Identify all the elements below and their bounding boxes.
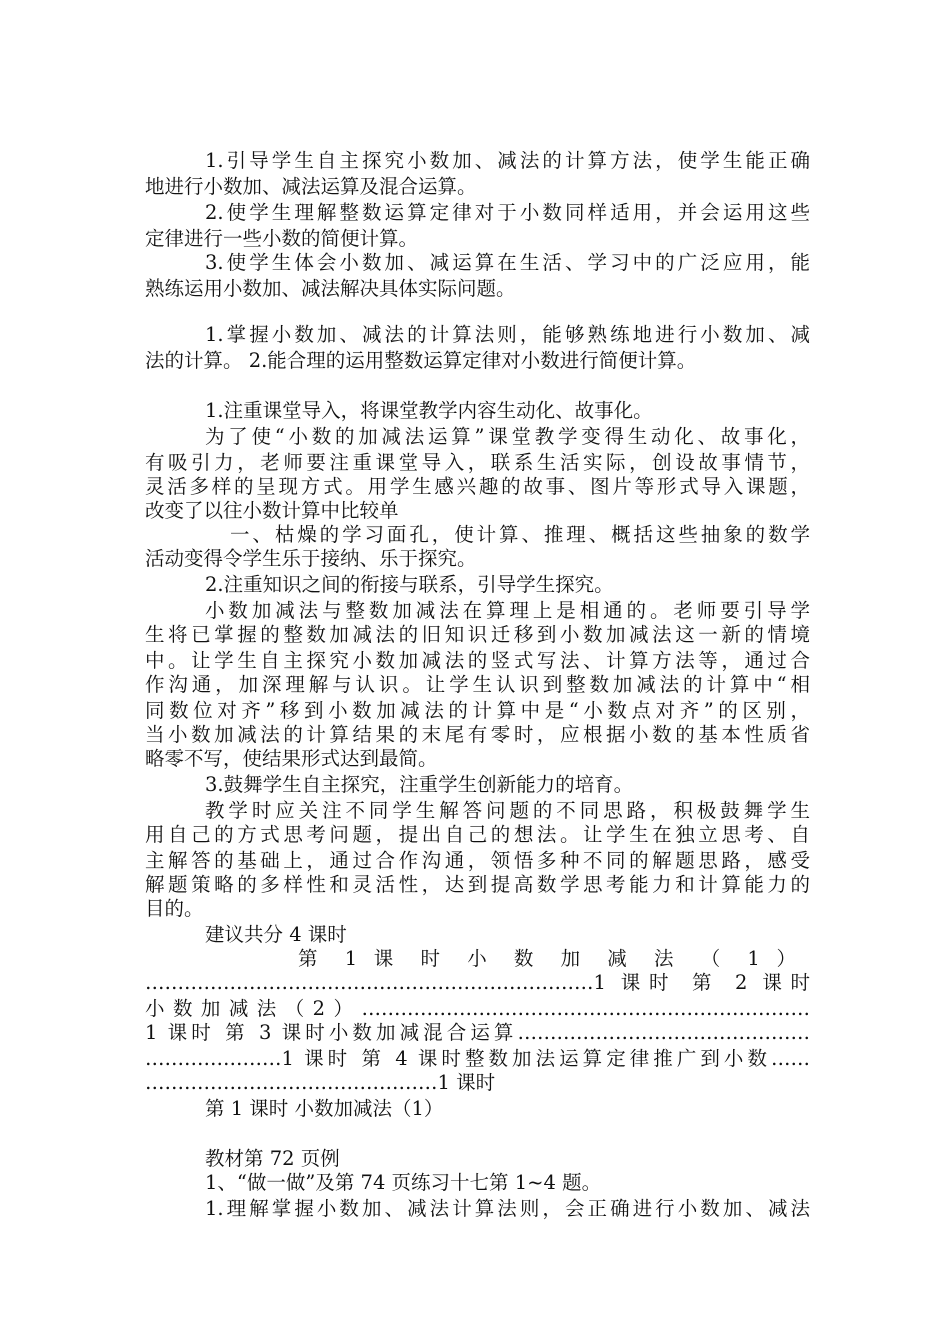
paragraph-line: 一、枯燥的学习面孔，使计算、推理、概括这些抽象的数学: [230, 523, 810, 546]
toc-line: …………………1 课时 第 4 课时整数加法运算定律推广到小数……: [145, 1047, 810, 1070]
paragraph-line: 教学时应关注不同学生解答问题的不同思路，积极鼓舞学生: [205, 799, 810, 822]
paragraph-line: 目的。: [145, 897, 204, 920]
paragraph-line: 定律进行一些小数的简便计算。: [145, 227, 419, 250]
paragraph-line: 1.掌握小数加、减法的计算法则，能够熟练地进行小数加、减: [205, 323, 810, 346]
paragraph-line: 教材第 72 页例: [205, 1147, 340, 1170]
paragraph-line: 法的计算。 2.能合理的运用整数运算定律对小数进行简便计算。: [145, 349, 697, 372]
toc-line: ………………………………………1 课时: [145, 1071, 496, 1094]
paragraph-line: 同数位对齐”移到小数加减法的计算中是“小数点对齐”的区别，: [145, 699, 810, 722]
paragraph-line: 生将已掌握的整数加减法的旧知识迁移到小数加减法这一新的情境: [145, 623, 810, 646]
section-heading: 第 1 课时 小数加减法（1）: [205, 1097, 444, 1120]
paragraph-line: 1.理解掌握小数加、减法计算法则，会正确进行小数加、减法: [205, 1197, 810, 1220]
paragraph-line: 1.引导学生自主探究小数加、减法的计算方法，使学生能正确: [205, 149, 810, 172]
paragraph-line: 活动变得令学生乐于接纳、乐于探究。: [145, 547, 477, 570]
paragraph-line: 3.使学生体会小数加、减运算在生活、学习中的广泛应用，能: [205, 251, 810, 274]
paragraph-line: 熟练运用小数加、减法解决具体实际问题。: [145, 277, 516, 300]
paragraph-line: 地进行小数加、减法运算及混合运算。: [145, 175, 477, 198]
paragraph-line: 1、“做一做”及第 74 页练习十七第 1~4 题。: [205, 1171, 602, 1194]
toc-line: 第 1 课 时 小 数 加 减 法 （ 1 ）: [298, 947, 796, 970]
paragraph-line: 当小数加减法的计算结果的末尾有零时，应根据小数的基本性质省: [145, 723, 810, 746]
paragraph-line: 改变了以往小数计算中比较单: [145, 499, 399, 522]
paragraph-line: 2.注重知识之间的衔接与联系，引导学生探究。: [205, 573, 614, 596]
paragraph-line: 作沟通，加深理解与认识。让学生认识到整数加减法的计算中“相: [145, 673, 810, 696]
paragraph-line: 为了使“小数的加减法运算”课堂教学变得生动化、故事化，: [205, 425, 810, 448]
paragraph-line: 灵活多样的呈现方式。用学生感兴趣的故事、图片等形式导入课题，: [145, 475, 810, 498]
paragraph-line: 小数加减法与整数加减法在算理上是相通的。老师要引导学: [205, 599, 810, 622]
paragraph-line: 有吸引力，老师要注重课堂导入，联系生活实际，创设故事情节，: [145, 451, 810, 474]
paragraph-line: 用自己的方式思考问题，提出自己的想法。让学生在独立思考、自: [145, 823, 810, 846]
paragraph-line: 略零不写，使结果形式达到最简。: [145, 747, 438, 770]
toc-line: 小数加减法（2）……………………………………………………………: [145, 997, 810, 1020]
paragraph-line: 中。让学生自主探究小数加减法的竖式写法、计算方法等，通过合: [145, 649, 810, 672]
toc-line: ……………………………………………………………1 课时 第 2 课时: [145, 971, 810, 994]
paragraph-line: 3.鼓舞学生自主探究，注重学生创新能力的培育。: [205, 773, 634, 796]
paragraph-line: 2.使学生理解整数运算定律对于小数同样适用，并会运用这些: [205, 201, 810, 224]
paragraph-line: 1.注重课堂导入，将课堂教学内容生动化、故事化。: [205, 399, 653, 422]
paragraph-line: 建议共分 4 课时: [205, 923, 347, 946]
paragraph-line: 解题策略的多样性和灵活性，达到提高数学思考能力和计算能力的: [145, 873, 810, 896]
paragraph-line: 主解答的基础上，通过合作沟通，领悟多种不同的解题思路，感受: [145, 849, 810, 872]
toc-line: 1 课时 第 3 课时小数加减混合运算………………………………………: [145, 1021, 810, 1044]
